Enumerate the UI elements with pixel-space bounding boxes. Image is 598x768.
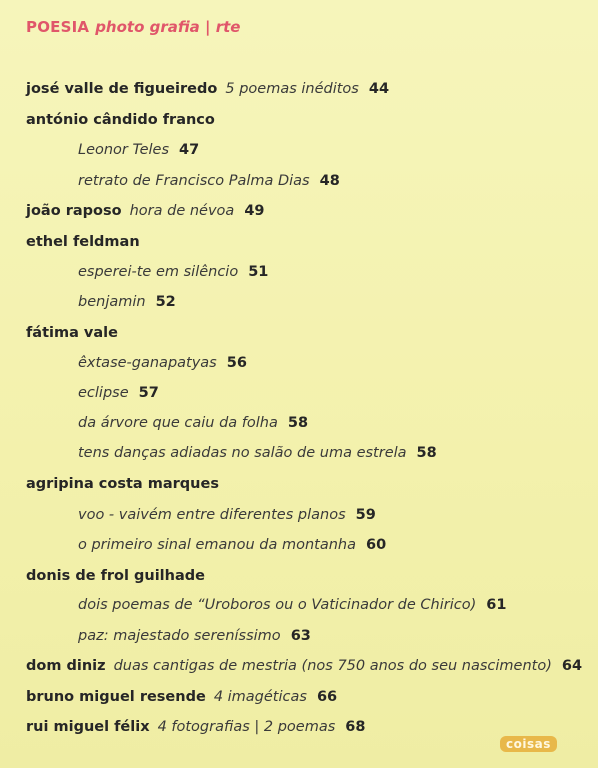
toc-entry <box>78 595 506 615</box>
toc-title: duas cantigas de mestria (nos 750 anos do seu nascimento) <box>113 658 552 674</box>
toc-entry <box>26 717 365 737</box>
toc-page-number: 61 <box>486 597 507 613</box>
toc-entry <box>78 505 376 525</box>
toc-entry <box>78 413 308 433</box>
toc-title: tens danças adiadas no salão de uma estrela <box>78 445 407 461</box>
toc-entry <box>26 323 118 343</box>
toc-author: dom diniz <box>26 658 106 674</box>
toc-title: retrato de Francisco Palma Dias <box>78 173 310 189</box>
toc-entry <box>26 79 389 99</box>
toc-title: da árvore que caiu da folha <box>78 415 278 431</box>
toc-entry <box>78 535 386 555</box>
toc-title: dois poemas de “Uroboros ou o Vaticinador de Chirico) <box>78 597 477 613</box>
toc-entry <box>78 262 268 282</box>
toc-title: voo - vaivém entre diferentes planos <box>78 507 346 523</box>
toc-title: eclipse <box>78 385 129 401</box>
toc-page-number: 44 <box>368 81 390 97</box>
toc-entry <box>78 626 311 646</box>
toc-title: o primeiro sinal emanou da montanha <box>78 537 356 553</box>
toc-author: fátima vale <box>26 325 118 341</box>
section-header <box>26 18 240 36</box>
toc-page-number: 64 <box>561 658 583 674</box>
toc-author: rui miguel félix <box>26 719 150 735</box>
toc-page-number: 47 <box>179 142 200 158</box>
toc-author: donis de frol guilhade <box>26 568 205 584</box>
toc-title: 5 poemas inéditos <box>225 81 359 97</box>
toc-entry <box>78 383 159 403</box>
toc-entry <box>26 687 337 707</box>
toc-page-number: 60 <box>366 537 387 553</box>
toc-page-number: 51 <box>248 264 269 280</box>
toc-entry <box>26 201 265 221</box>
toc-page-number: 58 <box>287 415 309 431</box>
toc-entry <box>78 292 176 312</box>
toc-page-number: 49 <box>244 203 265 219</box>
toc-entry <box>26 232 140 252</box>
toc-author: bruno miguel resende <box>26 689 206 705</box>
toc-entry <box>26 656 582 676</box>
toc-entry <box>26 474 219 494</box>
toc-entry <box>78 140 199 160</box>
toc-page-number: 56 <box>226 355 247 371</box>
toc-page-number: 63 <box>290 628 311 644</box>
toc-author: agripina costa marques <box>26 476 219 492</box>
toc-entry <box>26 110 215 130</box>
toc-author: josé valle de figueiredo <box>26 81 218 97</box>
toc-page-number: 66 <box>316 689 338 705</box>
toc-entry <box>26 566 205 586</box>
toc-page-number: 57 <box>138 385 159 401</box>
toc-author: antónio cândido franco <box>26 112 215 128</box>
toc-page-number: 59 <box>355 507 376 523</box>
toc-title: esperei-te em silêncio <box>78 264 239 280</box>
toc-title: êxtase-ganapatyas <box>78 355 217 371</box>
toc-entry <box>78 443 437 463</box>
toc-entry <box>78 353 247 373</box>
toc-page-number: 58 <box>416 445 437 461</box>
toc-page-number: 52 <box>155 294 176 310</box>
section-title: POESIA <box>26 18 90 36</box>
toc-title: hora de névoa <box>129 203 235 219</box>
toc-title: Leonor Teles <box>78 142 169 158</box>
toc-page-number: 68 <box>345 719 366 735</box>
toc-entry <box>78 171 340 191</box>
toc-title: benjamin <box>78 294 146 310</box>
toc-title: 4 fotografias | 2 poemas <box>157 719 336 735</box>
toc-title: paz: majestado sereníssimo <box>78 628 281 644</box>
section-subtitle: photo grafia | rte <box>95 18 241 36</box>
coisas-stamp: coisas <box>500 736 557 752</box>
toc-author: ethel feldman <box>26 234 140 250</box>
toc-author: joão raposo <box>26 203 122 219</box>
toc-page-number: 48 <box>319 173 340 189</box>
toc-title: 4 imagéticas <box>213 689 307 705</box>
